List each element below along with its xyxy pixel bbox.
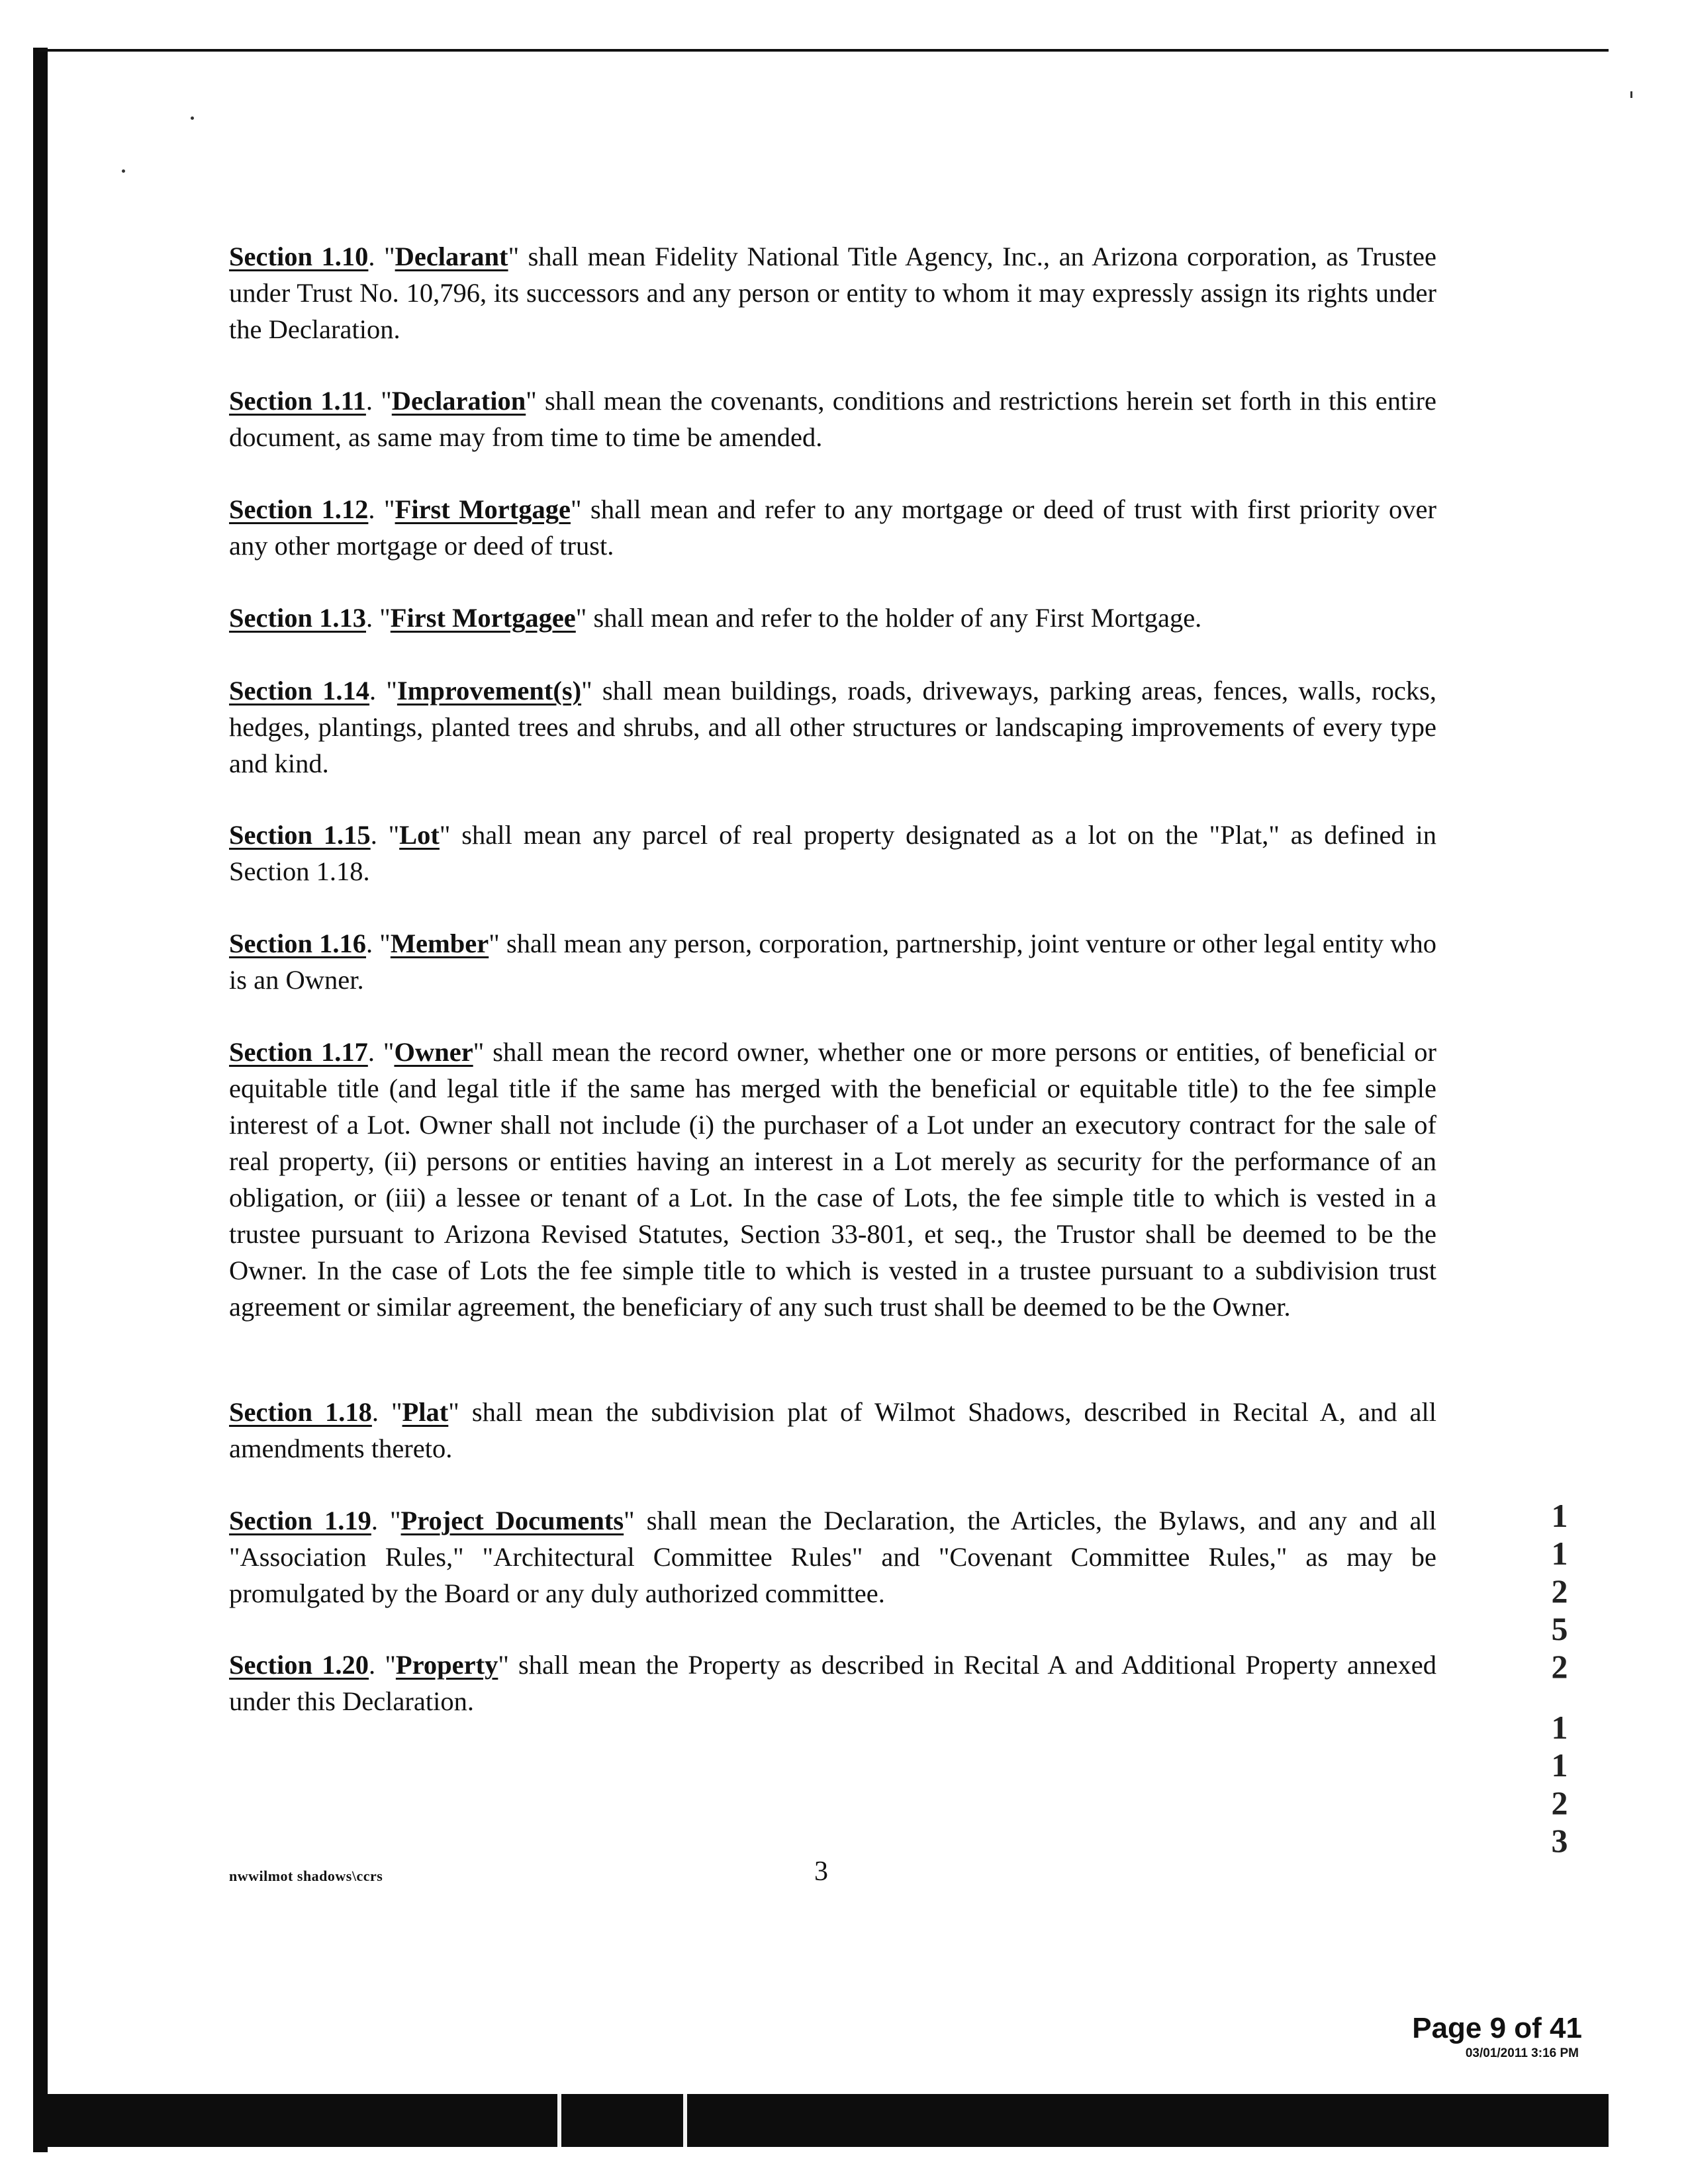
section-paragraph: Section 1.19. "Project Documents" shall mean the Declaration, the Articles, the Bylaws, and any and all "Association Rules," "Architectural Committee Rules" and "Covenant Committee Rules," as may be promulgated by the Board or any duly authorized committee. xyxy=(229,1506,1436,1608)
section-text: shall mean and refer to the holder of any First Mortgage. xyxy=(586,603,1202,633)
section-paragraph: Section 1.12. "First Mortgage" shall mean and refer to any mortgage or deed of trust with first priority over any other mortgage or deed of trust. xyxy=(229,494,1436,561)
defined-term: Improvement(s) xyxy=(397,676,582,705)
scan-bottom-mark xyxy=(683,2094,687,2147)
section-text: shall mean any parcel of real property designated as a lot on the "Plat," as defined in Section 1.18. xyxy=(229,820,1436,886)
defined-term: Member xyxy=(390,929,489,958)
section-text: shall mean the record owner, whether one or more persons or entities, of beneficial or equitable title (and legal title if the same has merged with the beneficial or equitable title) to the fee simple interest of a Lot. Owner shall not include (i) the purchaser of a Lot under an executory contract for the sale of real property, (ii) persons or entities having an interest in a Lot merely as security for the performance of an obligation, or (iii) a lessee or tenant of a Lot. In the case of Lots, the fee simple title to which is vested in a trustee pursuant to Arizona Revised Statutes, Section 33-801, et seq., the Trustor shall be deemed to be the Owner. In the case of Lots the fee simple title to which is vested in a trustee pursuant to a subdivision trust agreement or similar agreement, the beneficiary of any such trust shall be deemed to be the Owner. xyxy=(229,1037,1436,1322)
defined-term: Declarant xyxy=(395,242,508,271)
page-number: 3 xyxy=(814,1856,828,1887)
recording-page-label: Page 9 of 41 xyxy=(1412,2012,1582,2044)
section-paragraph: Section 1.11. "Declaration" shall mean the covenants, conditions and restrictions herein set forth in this entire document, as same may from time to time be amended. xyxy=(229,386,1436,452)
section-number: Section 1.13 xyxy=(229,603,366,633)
defined-term: Declaration xyxy=(391,386,526,416)
section-number: Section 1.20 xyxy=(229,1650,369,1680)
section-paragraph: Section 1.14. "Improvement(s)" shall mean buildings, roads, driveways, parking areas, fences, walls, rocks, hedges, plantings, planted trees and shrubs, and all other structures or landscaping improvements of every type and kind. xyxy=(229,676,1436,778)
scan-top-rule xyxy=(38,49,1609,52)
defined-term: First Mortgage xyxy=(395,494,571,524)
scan-bottom-border xyxy=(33,2094,1609,2147)
section-number: Section 1.14 xyxy=(229,676,370,705)
section-paragraph: Section 1.13. "First Mortgagee" shall mean and refer to the holder of any First Mortgage. xyxy=(229,603,1202,633)
section-number: Section 1.10 xyxy=(229,242,369,271)
section-number: Section 1.15 xyxy=(229,820,371,850)
margin-digit: 2 xyxy=(1551,1648,1568,1685)
section-text: shall mean buildings, roads, driveways, parking areas, fences, walls, rocks, hedges, plantings, planted trees and shrubs, and all other structures or landscaping improvements of every type and kind. xyxy=(229,676,1436,778)
section-number: Section 1.12 xyxy=(229,494,369,524)
section-number: Section 1.18 xyxy=(229,1397,372,1427)
recording-timestamp: 03/01/2011 3:16 PM xyxy=(1465,2046,1579,2060)
margin-digit: 3 xyxy=(1551,1822,1568,1859)
section-text: shall mean the subdivision plat of Wilmot Shadows, described in Recital A, and all amendments thereto. xyxy=(229,1397,1436,1463)
section-paragraph: Section 1.20. "Property" shall mean the Property as described in Recital A and Additional Property annexed under this Declaration. xyxy=(229,1650,1436,1716)
margin-digit: 1 xyxy=(1551,1747,1568,1784)
margin-digit: 5 xyxy=(1551,1610,1568,1647)
section-paragraph: Section 1.10. "Declarant" shall mean Fidelity National Title Agency, Inc., an Arizona corporation, as Trustee under Trust No. 10,796, its successors and any person or entity to whom it may expressly assign its rights under the Declaration. xyxy=(229,242,1436,344)
defined-term: Plat xyxy=(402,1397,449,1427)
scan-speck xyxy=(191,116,194,120)
defined-term: Project Documents xyxy=(400,1506,624,1535)
margin-digit: 1 xyxy=(1551,1709,1568,1746)
section-text: shall mean Fidelity National Title Agency, Inc., an Arizona corporation, as Trustee under Trust No. 10,796, its successors and any person or entity to whom it may expressly assign its rights under the Declaration. xyxy=(229,242,1436,344)
section-text: shall mean and refer to any mortgage or deed of trust with first priority over any other mortgage or deed of trust. xyxy=(229,494,1436,561)
defined-term: Lot xyxy=(399,820,440,850)
footer-file-path: nwwilmot shadows\ccrs xyxy=(229,1868,383,1884)
section-paragraph: Section 1.17. "Owner" shall mean the record owner, whether one or more persons or entities, of beneficial or equitable title (and legal title if the same has merged with the beneficial or equitable title) to the fee simple interest of a Lot. Owner shall not include (i) the purchaser of a Lot under an executory contract for the sale of real property, (ii) persons or entities having an interest in a Lot merely as security for the performance of an obligation, or (iii) a lessee or tenant of a Lot. In the case of Lots, the fee simple title to which is vested in a trustee pursuant to Arizona Revised Statutes, Section 33-801, et seq., the Trustor shall be deemed to be the Owner. In the case of Lots the fee simple title to which is vested in a trustee pursuant to a subdivision trust agreement or similar agreement, the beneficiary of any such trust shall be deemed to be the Owner. xyxy=(229,1037,1436,1322)
margin-digit: 2 xyxy=(1551,1784,1568,1821)
section-paragraph: Section 1.18. "Plat" shall mean the subdivision plat of Wilmot Shadows, described in Recital A, and all amendments thereto. xyxy=(229,1397,1436,1463)
section-number: Section 1.17 xyxy=(229,1037,368,1067)
margin-recording-number xyxy=(1546,1709,1573,1860)
scan-speck xyxy=(1630,91,1632,98)
section-text: shall mean the Declaration, the Articles, the Bylaws, and any and all "Association Rules," "Architectural Committee Rules" and "Covenant Committee Rules," as may be promulgated by the Board or any duly authorized committee. xyxy=(229,1506,1436,1608)
section-number: Section 1.19 xyxy=(229,1506,371,1535)
defined-term: First Mortgagee xyxy=(390,603,576,633)
defined-term: Owner xyxy=(394,1037,473,1067)
section-paragraph: Section 1.15. "Lot" shall mean any parcel of real property designated as a lot on the "Plat," as defined in Section 1.18. xyxy=(229,820,1436,886)
section-text: shall mean any person, corporation, partnership, joint venture or other legal entity who is an Owner. xyxy=(229,929,1436,995)
section-number: Section 1.16 xyxy=(229,929,367,958)
section-paragraph: Section 1.16. "Member" shall mean any person, corporation, partnership, joint venture or other legal entity who is an Owner. xyxy=(229,929,1436,995)
section-number: Section 1.11 xyxy=(229,386,366,416)
scan-bottom-mark xyxy=(557,2094,561,2147)
margin-recording-number xyxy=(1546,1497,1573,1686)
defined-term: Property xyxy=(395,1650,498,1680)
margin-digit: 2 xyxy=(1551,1572,1568,1610)
margin-digit: 1 xyxy=(1551,1497,1568,1534)
margin-digit: 1 xyxy=(1551,1535,1568,1572)
scan-speck xyxy=(122,169,125,173)
scan-left-border xyxy=(33,48,48,2152)
section-text: shall mean the Property as described in Recital A and Additional Property annexed under this Declaration. xyxy=(229,1650,1436,1716)
section-text: shall mean the covenants, conditions and restrictions herein set forth in this entire document, as same may from time to time be amended. xyxy=(229,386,1436,452)
